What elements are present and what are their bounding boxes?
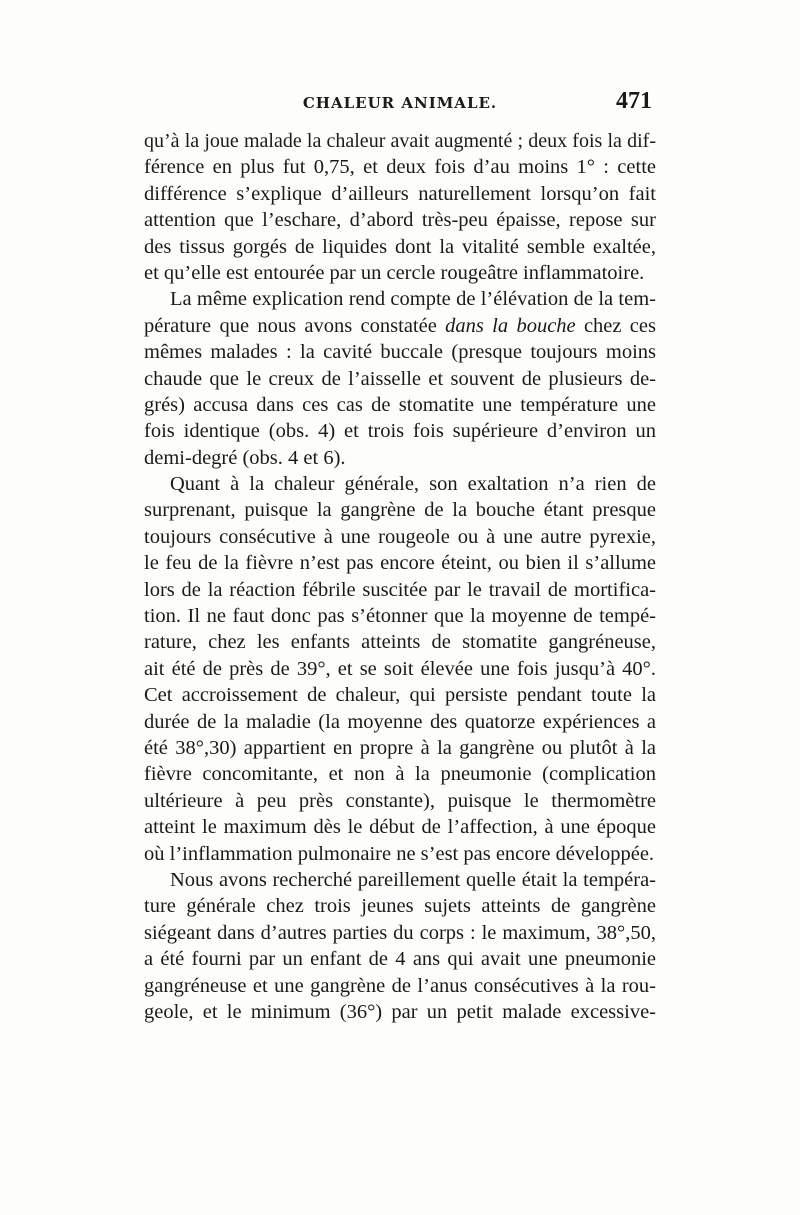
text-line: chaude que le creux de l’aisselle et souvent de plusieurs de- xyxy=(144,367,656,390)
text-line: ultérieure à peu près constante), puisque le thermomètre xyxy=(144,789,656,812)
italic-phrase: dans la bouche xyxy=(445,314,576,337)
text-line: attention que l’eschare, d’abord très-peu épaisse, repose sur xyxy=(144,209,656,232)
text-line: atteint le maximum dès le début de l’affection, à une époque xyxy=(144,816,656,839)
text-line: mêmes malades : la cavité buccale (presque toujours moins xyxy=(144,341,656,364)
text-line: pérature que nous avons constatée dans la bouche chez ces xyxy=(144,314,656,337)
text-line: a été fourni par un enfant de 4 ans qui avait une pneumonie xyxy=(144,948,656,971)
text-line: des tissus gorgés de liquides dont la vitalité semble exaltée, xyxy=(144,235,656,258)
text-line: La même explication rend compte de l’élévation de la tem- xyxy=(170,288,656,311)
text-line: Quant à la chaleur générale, son exaltation n’a rien de xyxy=(170,473,656,496)
text-line: gangréneuse et une gangrène de l’anus consécutives à la rou- xyxy=(144,974,656,997)
text-line: où l’inflammation pulmonaire ne s’est pas encore développée. xyxy=(144,842,655,865)
body-text xyxy=(144,128,656,1025)
page-number: 471 xyxy=(616,88,652,114)
page-header xyxy=(140,86,660,116)
text-line: siégeant dans d’autres parties du corps : le maximum, 38°,50, xyxy=(144,921,656,944)
text-line: qu’à la joue malade la chaleur avait augmenté ; deux fois la dif- xyxy=(144,130,656,152)
text-line: le feu de la fièvre n’est pas encore éteint, ou bien il s’allume xyxy=(144,552,656,575)
text-line: et qu’elle est entourée par un cercle rougeâtre inflammatoire. xyxy=(144,261,645,284)
text-line: fois identique (obs. 4) et trois fois supérieure d’environ un xyxy=(144,420,656,443)
text-line: différence s’explique d’ailleurs naturellement lorsqu’on fait xyxy=(144,182,656,205)
running-title: CHALEUR ANIMALE. xyxy=(302,94,498,112)
text-line: ait été de près de 39°, et se soit élevée une fois jusqu’à 40°. xyxy=(144,657,656,680)
text-line: férence en plus fut 0,75, et deux fois d’au moins 1° : cette xyxy=(144,156,656,179)
text-line: Nous avons recherché pareillement quelle était la tempéra- xyxy=(170,868,656,891)
text-line: grés) accusa dans ces cas de stomatite une température une xyxy=(144,393,656,416)
text-line: tion. Il ne faut donc pas s’étonner que la moyenne de tempé- xyxy=(144,605,656,628)
text-line: ture générale chez trois jeunes sujets atteints de gangrène xyxy=(144,895,656,918)
text-line: durée de la maladie (la moyenne des quatorze expériences a xyxy=(144,710,656,733)
text-line: demi-degré (obs. 4 et 6). xyxy=(144,446,346,469)
text-line: fièvre concomitante, et non à la pneumonie (complication xyxy=(144,763,656,786)
text-line: geole, et le minimum (36°) par un petit malade excessive- xyxy=(144,1000,656,1023)
text-line: Cet accroissement de chaleur, qui persiste pendant toute la xyxy=(144,684,656,707)
text-line: été 38°,30) appartient en propre à la gangrène ou plutôt à la xyxy=(144,736,656,759)
text-line: rature, chez les enfants atteints de stomatite gangréneuse, xyxy=(144,631,656,654)
text-line: lors de la réaction fébrile suscitée par le travail de mortifica- xyxy=(144,578,656,601)
text-line: surprenant, puisque la gangrène de la bouche étant presque xyxy=(144,499,656,522)
text-line: toujours consécutive à une rougeole ou à une autre pyrexie, xyxy=(144,525,656,548)
